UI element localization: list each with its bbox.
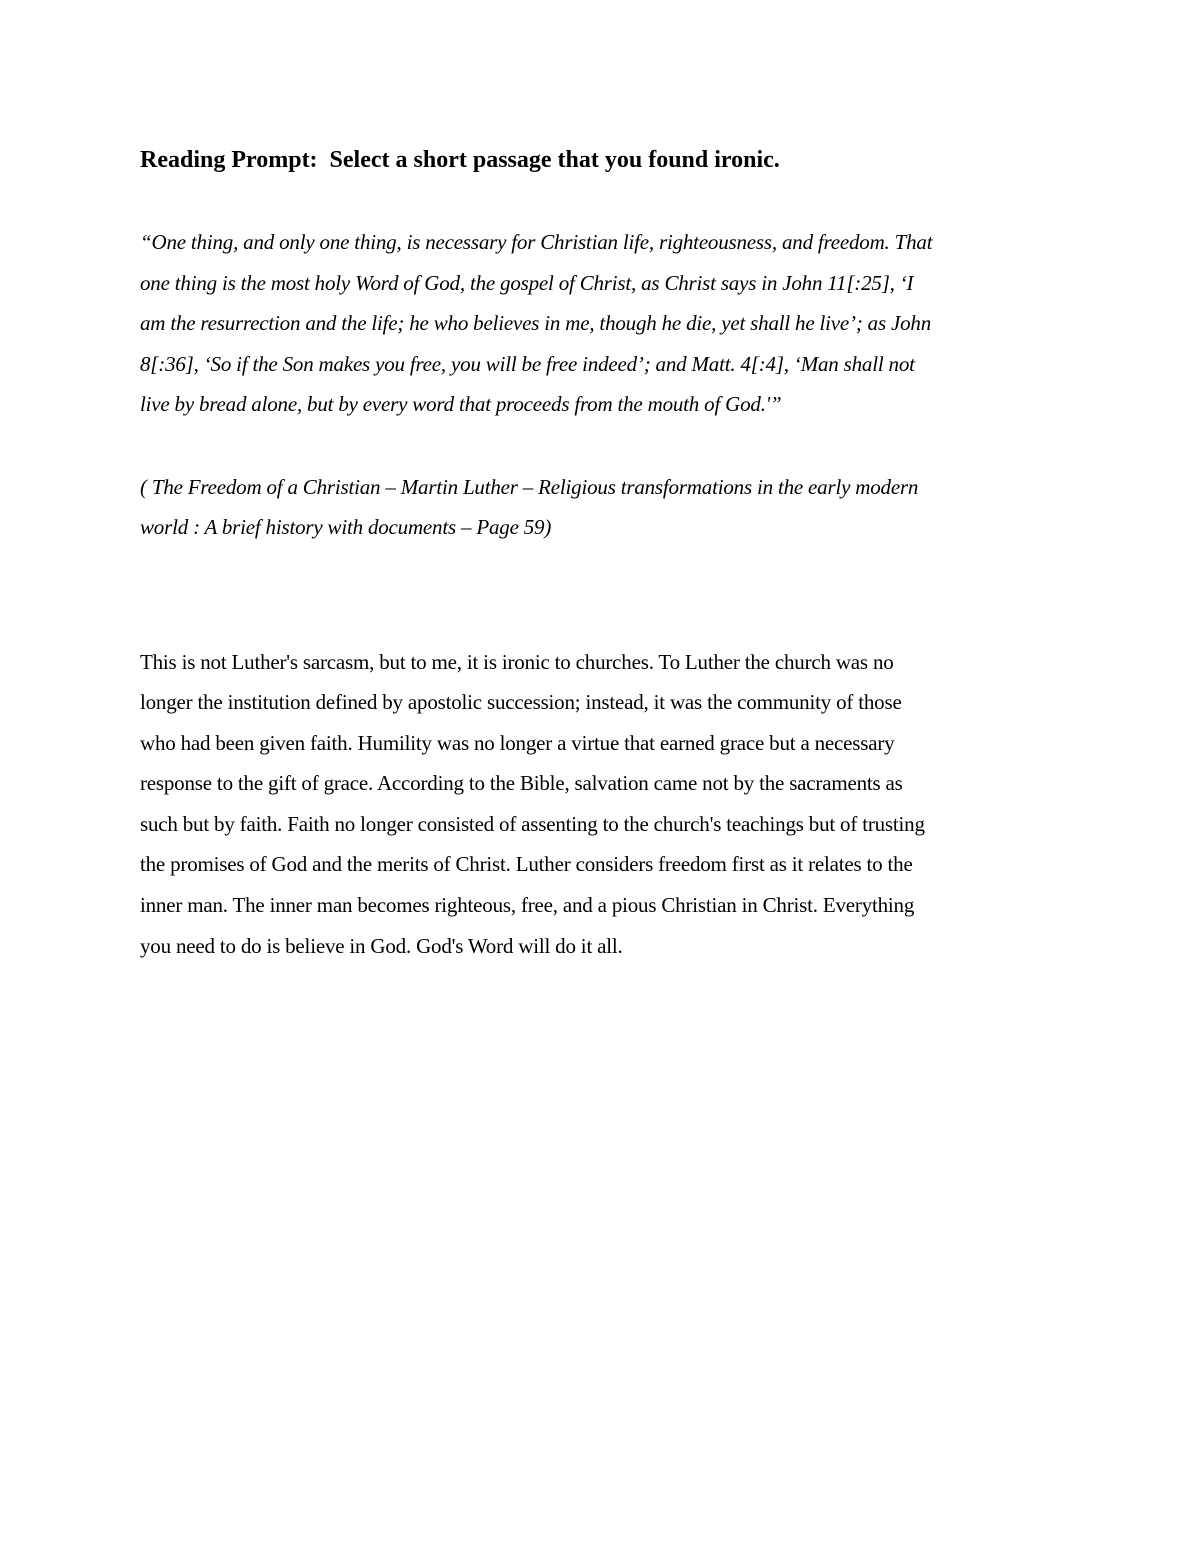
quote-line: “One thing, and only one thing, is necessary for Christian life, righteousness, and freedom. That [140,230,933,254]
quote-line: one thing is the most holy Word of God, the gospel of Christ, as Christ says in John 11[:25], ‘I [140,270,914,295]
document-content [140,140,1060,966]
source-citation [140,467,1060,548]
luther-quote [140,222,1060,425]
body-line: the promises of God and the merits of Christ. Luther considers freedom first as it relates to the [140,852,913,877]
body-line: longer the institution defined by apostolic succession; instead, it was the community of those [140,690,902,715]
quote-line: 8[:36], ‘So if the Son makes you free, you will be free indeed’; and Matt. 4[:4], ‘Man shall not [140,351,915,376]
body-line: This is not Luther's sarcasm, but to me, it is ironic to churches. To Luther the church was no [140,649,894,674]
quote-line: am the resurrection and the life; he who believes in me, though he die, yet shall he live’; as John [140,311,932,335]
body-line: you need to do is believe in God. God's Word will do it all. [140,933,623,958]
body-line: who had been given faith. Humility was no longer a virtue that earned grace but a necessary [140,730,895,755]
citation-line: ( The Freedom of a Christian – Martin Luther – Religious transformations in the early modern [140,474,919,499]
citation-line: world : A brief history with documents – Page 59) [140,515,552,539]
quote-line: live by bread alone, but by every word that proceeds from the mouth of God.'” [140,392,782,416]
body-line: such but by faith. Faith no longer consisted of assenting to the church's teachings but of trusting [140,811,925,836]
body-line: response to the gift of grace. According to the Bible, salvation came not by the sacraments as [140,771,903,796]
response-paragraph [140,642,1060,967]
body-line: inner man. The inner man becomes righteous, free, and a pious Christian in Christ. Everything [140,893,915,918]
reading-prompt-heading: Reading Prompt: Select a short passage that you found ironic. [140,147,780,173]
